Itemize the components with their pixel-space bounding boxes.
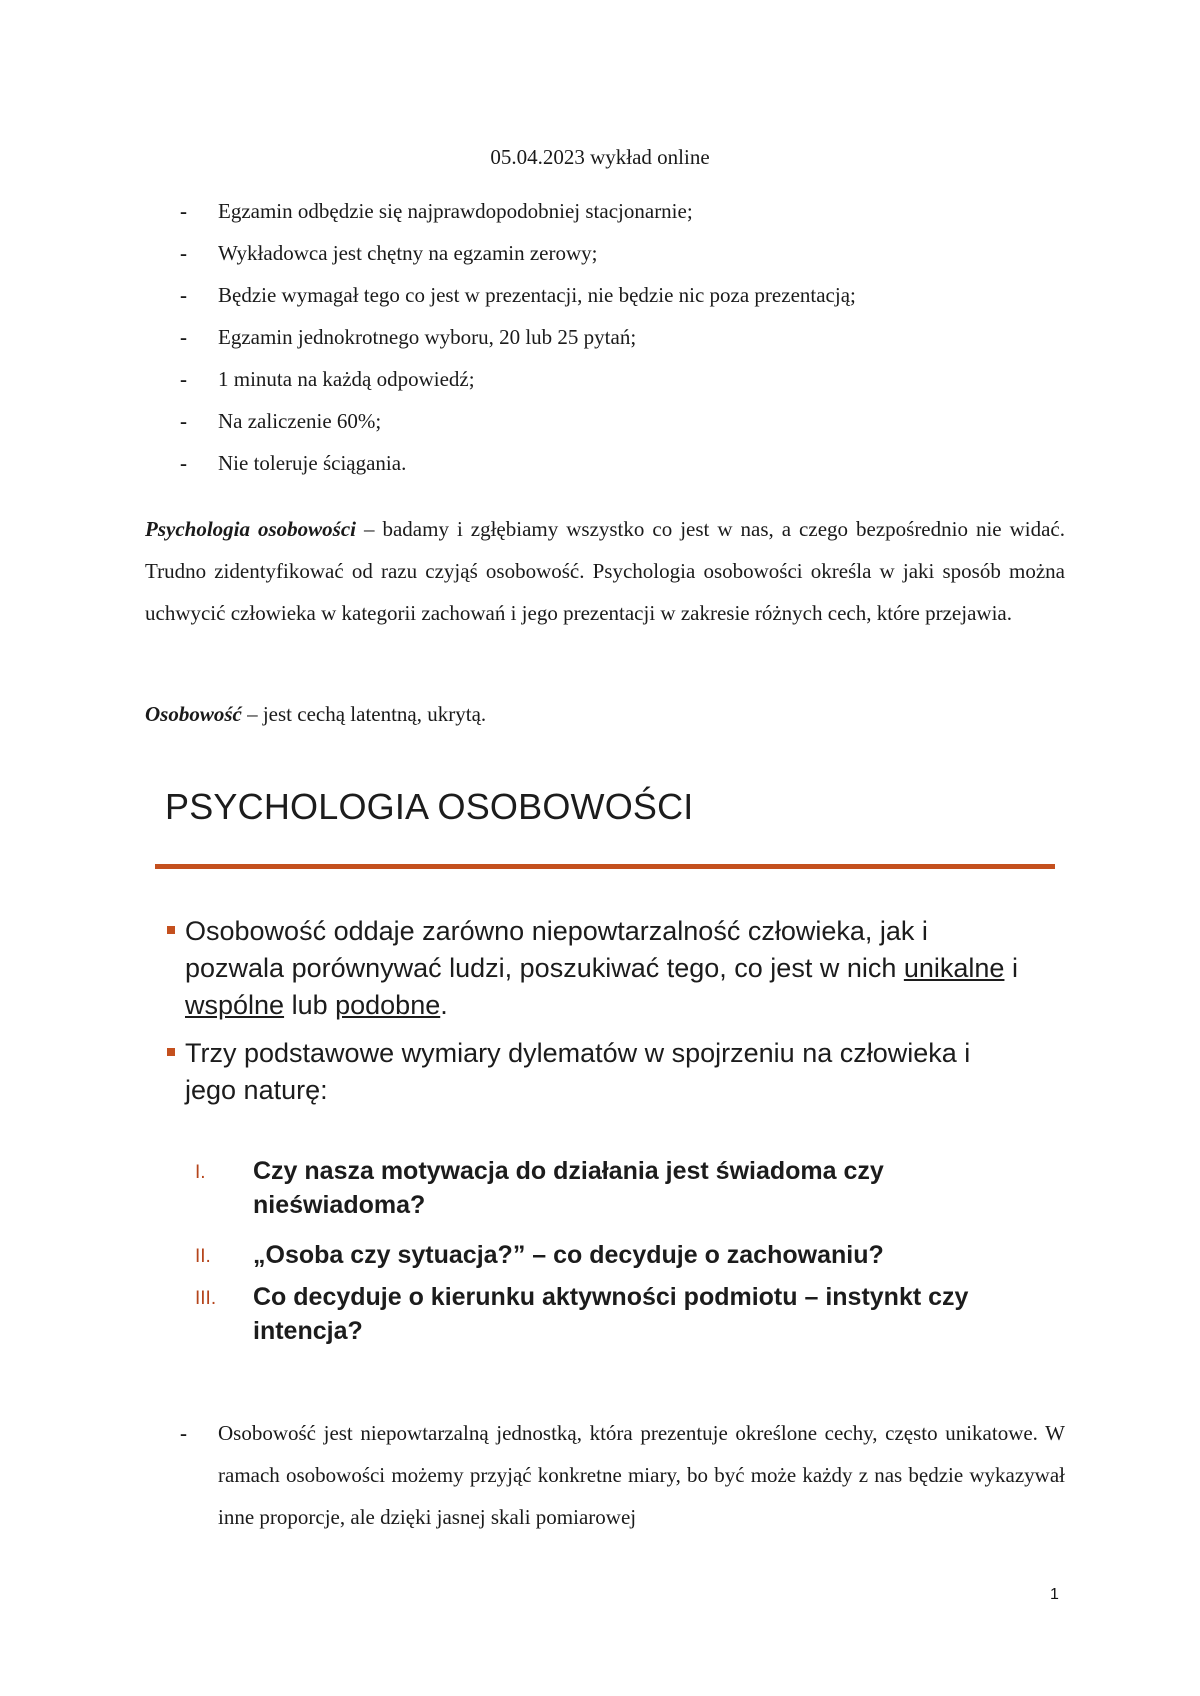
- list-item-text: Nie toleruje ściągania.: [218, 451, 407, 475]
- square-bullet-icon: [167, 926, 175, 934]
- list-item: [180, 1412, 1065, 1538]
- dilemma-question: [195, 1280, 1025, 1348]
- dilemma-question: [195, 1238, 1025, 1272]
- slide-bullet-text: Trzy podstawowe wymiary dylematów w spojrzeniu na człowieka i jego naturę:: [185, 1038, 971, 1105]
- list-item: [180, 283, 856, 325]
- slide-title: PSYCHOLOGIA OSOBOWOŚCI: [165, 786, 694, 827]
- dash-marker: -: [180, 451, 187, 475]
- page-number: 1: [1050, 1586, 1059, 1603]
- lecture-slide: [145, 780, 1065, 1345]
- term-psychologia-osobowosci: Psychologia osobowości: [145, 517, 356, 541]
- list-item: [180, 325, 856, 367]
- slide-title-rule: [155, 864, 1055, 869]
- list-item-text: Egzamin jednokrotnego wyboru, 20 lub 25 pytań;: [218, 325, 637, 349]
- dash-marker: -: [180, 199, 187, 223]
- list-item: [180, 409, 856, 451]
- list-item: [180, 199, 856, 241]
- dash-marker: -: [180, 409, 187, 433]
- dash-marker: -: [180, 367, 187, 391]
- underlined-podobne: podobne: [335, 990, 441, 1020]
- list-item-text: Egzamin odbędzie się najprawdopodobniej stacjonarnie;: [218, 199, 693, 223]
- list-item: [180, 241, 856, 283]
- roman-numeral: III.: [195, 1288, 217, 1309]
- dash-marker: -: [180, 283, 187, 307]
- psychology-definition: [145, 508, 1065, 634]
- underlined-unikalne: unikalne: [903, 953, 1005, 983]
- personality-definition: [145, 693, 1065, 735]
- slide-bullet-text: Osobowość oddaje zarówno niepowtarzalność człowieka, jak i pozwala porównywać ludzi, poszukiwać tego, co jest w nich unikalne i wspólne lub podobne.: [185, 916, 1018, 1020]
- underlined-wspolne: wspólne: [185, 990, 285, 1020]
- list-item-text: Osobowość jest niepowtarzalną jednostką, która prezentuje określone cechy, często unikatowe. W ramach osobowości możemy przyjąć konkretne miary, bo być może każdy z nas będzie wykazywał inne proporcje, ale dzięki jasnej skali pomiarowej: [218, 1421, 1065, 1529]
- dash-marker: -: [180, 325, 187, 349]
- list-item-text: Będzie wymagał tego co jest w prezentacji, nie będzie nic poza prezentacją;: [218, 283, 856, 307]
- definition-text: – jest cechą latentną, ukrytą.: [241, 702, 487, 726]
- question-text: Czy nasza motywacja do działania jest świadoma czy nieświadoma?: [253, 1157, 884, 1219]
- bottom-list: [180, 1412, 1065, 1538]
- list-item: [180, 367, 856, 409]
- dash-marker: -: [180, 241, 187, 265]
- slide-bullet: [167, 913, 1027, 1024]
- exam-info-list: [180, 199, 856, 493]
- roman-numeral: I.: [195, 1162, 206, 1183]
- question-text: Co decyduje o kierunku aktywności podmiotu – instynkt czy intencja?: [253, 1283, 969, 1345]
- roman-numeral: II.: [195, 1246, 211, 1267]
- dash-marker: -: [180, 1421, 187, 1445]
- list-item-text: 1 minuta na każdą odpowiedź;: [218, 367, 475, 391]
- question-text: „Osoba czy sytuacja?” – co decyduje o zachowaniu?: [253, 1241, 884, 1269]
- date-heading: 05.04.2023 wykład online: [490, 145, 710, 169]
- square-bullet-icon: [167, 1048, 175, 1056]
- slide-bullet: [167, 1035, 1027, 1109]
- list-item-text: Na zaliczenie 60%;: [218, 409, 382, 433]
- dilemma-question: [195, 1154, 1025, 1222]
- list-item-text: Wykładowca jest chętny na egzamin zerowy;: [218, 241, 598, 265]
- term-osobowosc: Osobowość: [145, 702, 242, 726]
- definition-text: – badamy i zgłębiamy wszystko co jest w nas, a czego bezpośrednio nie widać. Trudno zidentyfikować od razu czyjąś osobowość. Psychologia osobowości określa w jaki sposób można uchwycić człowieka w kategorii zachowań i jego prezentacji w zakresie różnych cech, które przejawia.: [145, 517, 1065, 625]
- list-item: [180, 451, 856, 493]
